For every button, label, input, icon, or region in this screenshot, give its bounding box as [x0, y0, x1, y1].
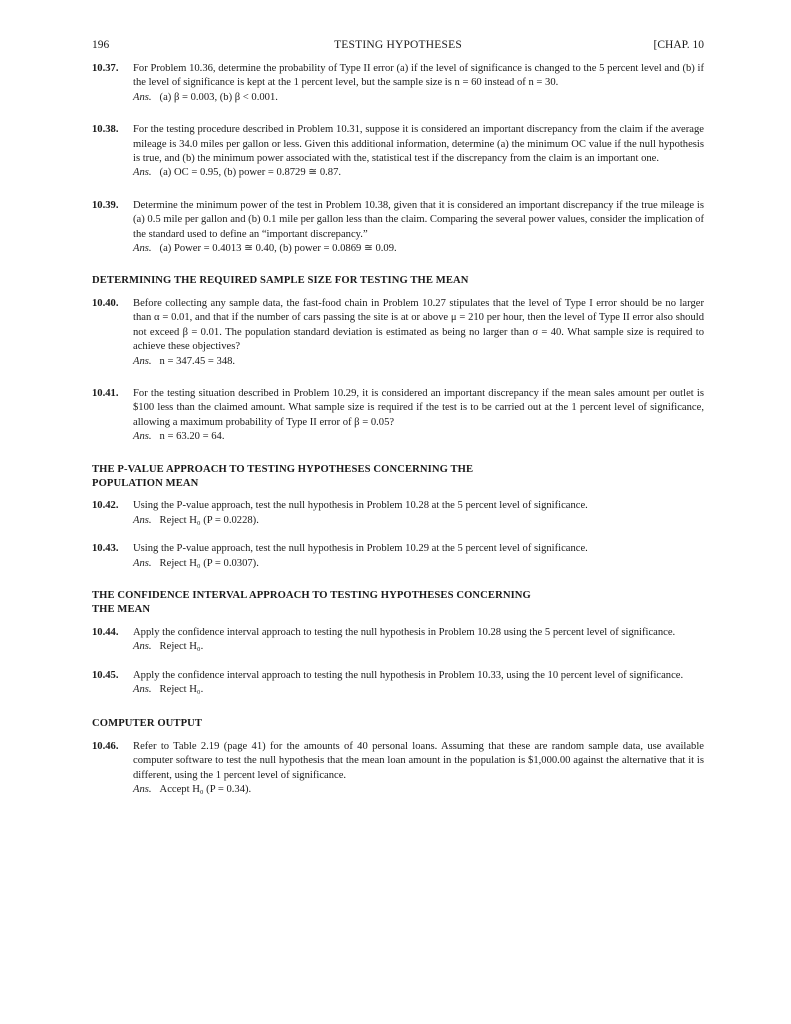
answer: [133, 557, 704, 571]
problem-number: 10.42.: [92, 500, 119, 512]
problem-text: Determine the minimum power of the test in Problem 10.38, given that it is considered an important discrepancy if the true mileage is (a) 0.5 mile per gallon and (b) 0.1 mile per gallon less than the claim. Comparing the several power values, consider the implication of the standard used to define an “important discrepancy.”: [133, 199, 704, 240]
problem-text: Refer to Table 2.19 (page 41) for the amounts of 40 personal loans. Assuming that these are random sample data, use available computer software to test the null hypothesis that the mean loan amount in the population is $1,000.00 against the alternative that it is different, using the 1 percent level of significance.: [133, 740, 704, 781]
problem-text: For Problem 10.36, determine the probability of Type II error (a) if the level of significance is changed to the 5 percent level and (b) if the level of significance is kept at the 1 percent level, but the sample size is n = 60 instead of n = 30.: [133, 63, 704, 89]
problem-10-39: [92, 199, 704, 257]
answer: [133, 783, 704, 797]
section-heading-computer-output: [92, 717, 704, 731]
section-heading-line1: THE P-VALUE APPROACH TO TESTING HYPOTHESES CONCERNING THE: [92, 463, 474, 475]
problem-number: 10.40.: [92, 297, 119, 309]
answer: [133, 640, 704, 654]
answer: [133, 683, 704, 697]
section-heading-line2: POPULATION MEAN: [92, 477, 199, 489]
answer-label: Ans.: [133, 684, 152, 695]
section-heading-sample-size: [92, 274, 704, 288]
answer-label: Ans.: [133, 355, 152, 367]
page-content: [92, 62, 704, 809]
page-header: [92, 38, 704, 54]
chapter-label: [CHAP. 10: [653, 39, 704, 51]
problem-text: Apply the confidence interval approach to testing the null hypothesis in Problem 10.33, using the 10 percent level of significance.: [133, 669, 684, 681]
problem-text: For the testing situation described in Problem 10.29, it is considered an important discrepancy if the mean sales amount per outlet is $100 less than the claimed amount. What sample size is required if the test is to be carried out at the 1 percent level of significance, allowing a maximum probability of Type II error of β = 0.05?: [133, 387, 704, 428]
problem-number: 10.37.: [92, 63, 119, 74]
answer-label: Ans.: [133, 557, 152, 569]
problem-10-37: [92, 62, 704, 105]
problem-10-44: [92, 626, 704, 655]
answer-text: Reject H₀ (P = 0.0228).: [159, 514, 259, 526]
section-heading-text: DETERMINING THE REQUIRED SAMPLE SIZE FOR TESTING THE MEAN: [92, 275, 469, 287]
answer-text: Accept H₀ (P = 0.34).: [159, 784, 252, 796]
problem-number: 10.46.: [92, 740, 119, 752]
answer-label: Ans.: [133, 91, 152, 103]
answer-text: (a) β = 0.003, (b) β < 0.001.: [159, 91, 278, 103]
answer-label: Ans.: [133, 243, 152, 255]
problem-number: 10.39.: [92, 199, 119, 211]
answer-label: Ans.: [133, 431, 152, 443]
answer-text: (a) OC = 0.95, (b) power = 0.8729 ≅ 0.87.: [159, 167, 342, 179]
problem-text: Apply the confidence interval approach to testing the null hypothesis in Problem 10.28 using the 5 percent level of significance.: [133, 626, 676, 638]
problem-number: 10.41.: [92, 387, 119, 399]
problem-10-42: [92, 499, 704, 528]
section-heading-text: COMPUTER OUTPUT: [92, 718, 203, 730]
answer-label: Ans.: [133, 167, 152, 179]
problem-number: 10.45.: [92, 669, 119, 681]
answer-label: Ans.: [133, 514, 152, 526]
section-heading-confidence-interval: [92, 589, 704, 618]
problem-10-40: [92, 297, 704, 369]
answer: [133, 514, 704, 528]
running-title: TESTING HYPOTHESES: [334, 39, 462, 51]
answer: [133, 242, 704, 256]
section-heading-line2: THE MEAN: [92, 604, 151, 616]
problem-text: Using the P-value approach, test the null hypothesis in Problem 10.29 at the 5 percent level of significance.: [133, 543, 588, 555]
problem-text: Using the P-value approach, test the null hypothesis in Problem 10.28 at the 5 percent level of significance.: [133, 500, 588, 512]
problem-number: 10.38.: [92, 124, 119, 136]
problem-10-46: [92, 740, 704, 798]
page-number: 196: [92, 39, 110, 51]
problem-number: 10.43.: [92, 543, 119, 555]
problem-10-45: [92, 669, 704, 698]
answer-text: Reject H₀ (P = 0.0307).: [159, 557, 259, 569]
answer: [133, 166, 704, 180]
answer-text: n = 63.20 = 64.: [159, 431, 225, 443]
answer: [133, 355, 704, 369]
answer: [133, 430, 704, 444]
answer-text: (a) Power = 0.4013 ≅ 0.40, (b) power = 0.0869 ≅ 0.09.: [159, 243, 397, 255]
problem-10-43: [92, 542, 704, 571]
answer-text: Reject H₀.: [159, 641, 204, 653]
problem-text: For the testing procedure described in Problem 10.31, suppose it is considered an important discrepancy from the claim if the average mileage is 34.0 miles per gallon or less. Given this additional information, determine (a) the minimum OC value if the null hypothesis is true, and (b) the minimum power associated with the, statistical test if the discrepancy from the claim is an important one.: [133, 124, 704, 165]
answer-text: n = 347.45 = 348.: [159, 355, 236, 367]
section-heading-line1: THE CONFIDENCE INTERVAL APPROACH TO TESTING HYPOTHESES CONCERNING: [92, 589, 531, 601]
answer-label: Ans.: [133, 641, 152, 653]
answer-label: Ans.: [133, 784, 152, 796]
problem-text: Before collecting any sample data, the fast-food chain in Problem 10.27 stipulates that the level of Type I error should be no larger than α = 0.01, and that if the number of cars passing the site is at or above μ = 210 per hour, then the level of Type II error also should not exceed β = 0.01. The population standard deviation is estimated as being no larger than σ = 40. What sample size is required to achieve these objectives?: [133, 297, 704, 353]
problem-10-41: [92, 387, 704, 445]
problem-number: 10.44.: [92, 626, 119, 638]
problem-10-38: [92, 123, 704, 181]
answer-text: Reject H₀.: [159, 684, 204, 695]
section-heading-pvalue: [92, 463, 704, 492]
answer: [133, 91, 704, 105]
